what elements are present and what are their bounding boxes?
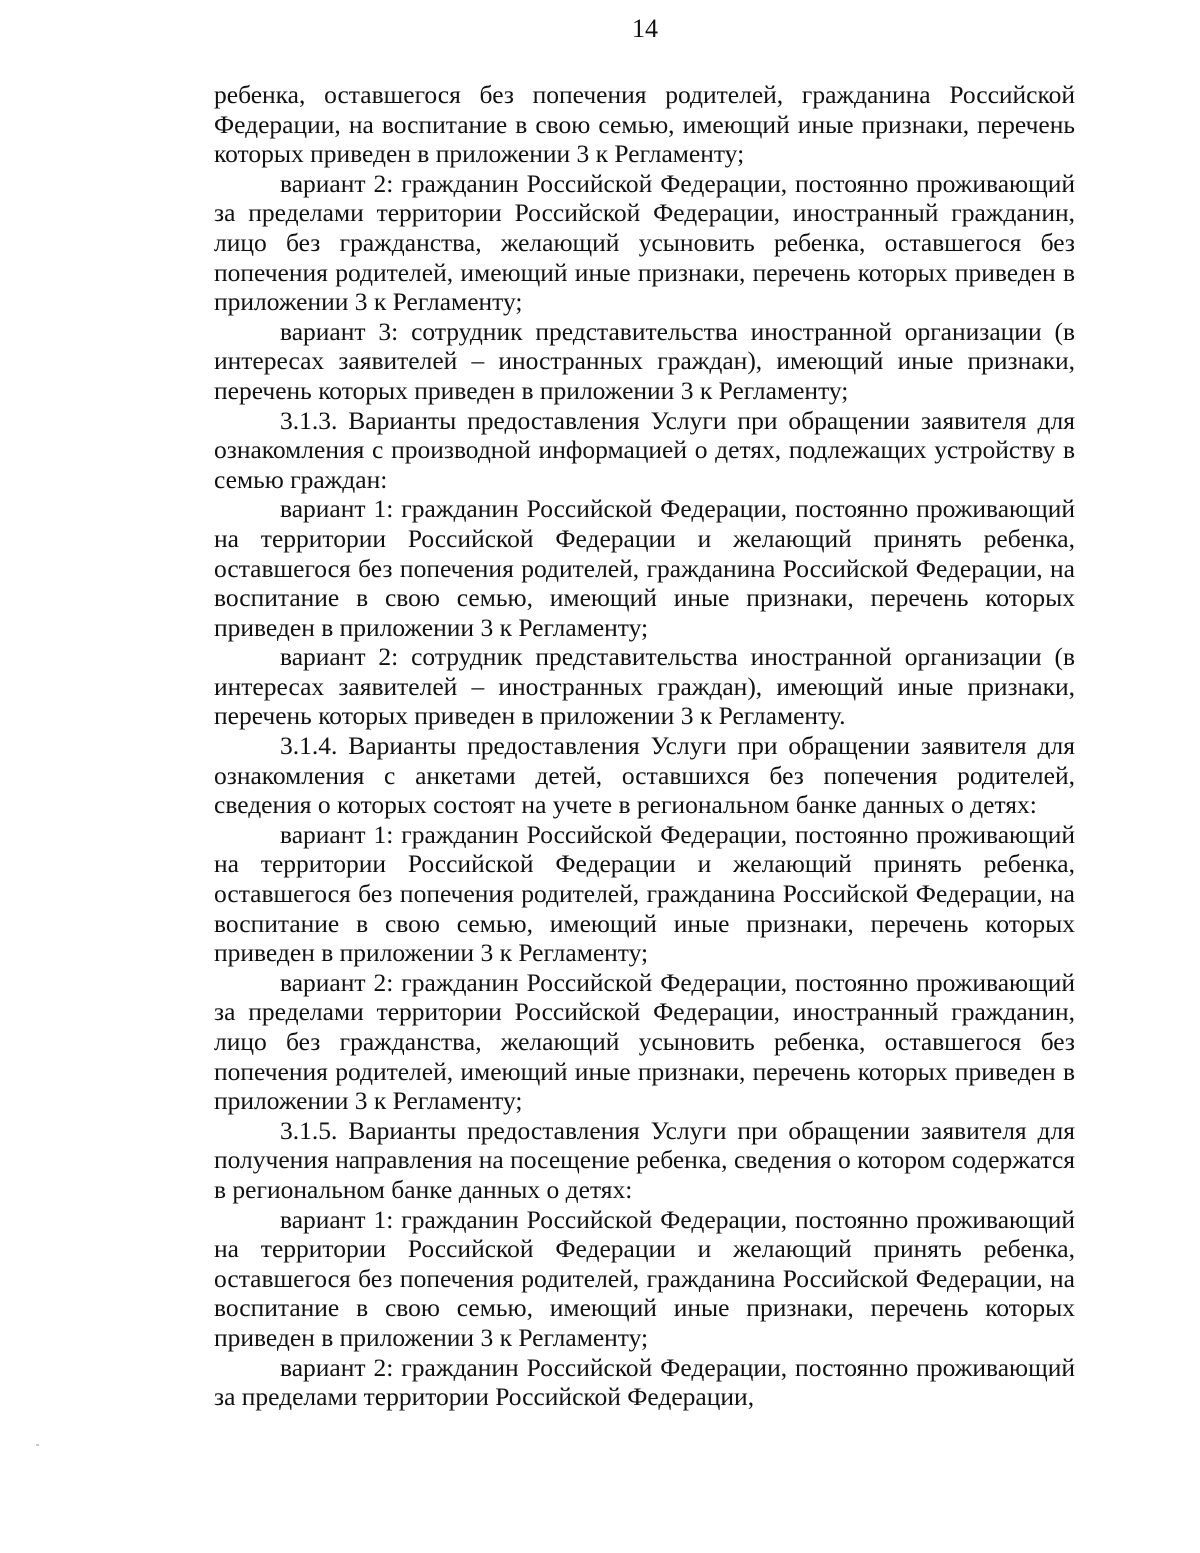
paragraph-variant-2-partial: вариант 2: гражданин Российской Федерации, постоянно проживающий за пределами территории Российской Федерации, — [214, 1352, 1075, 1412]
document-body — [214, 80, 1075, 1412]
page-number: 14 — [632, 14, 658, 43]
paragraph-variant-1: вариант 1: гражданин Российской Федерации, постоянно проживающий на территории Российской Федерации и желающий принять ребенка, оставшегося без попечения родителей, гражданина Российской Федерации, на воспитание в свою семью, имеющий иные признаки, перечень которых приведен в приложении 3 к Регламенту; — [214, 494, 1075, 642]
paragraph-variant-2: вариант 2: сотрудник представительства иностранной организации (в интересах заявителей – иностранных граждан), имеющий иные признаки, перечень которых приведен в приложении 3 к Регламенту. — [214, 642, 1075, 731]
paragraph-variant-2: вариант 2: гражданин Российской Федерации, постоянно проживающий за пределами территории Российской Федерации, иностранный гражданин, лицо без гражданства, желающий усыновить ребенка, оставшегося без попечения родителей, имеющий иные признаки, перечень которых приведен в приложении 3 к Регламенту; — [214, 967, 1075, 1116]
paragraph-section-3-1-5: 3.1.5. Варианты предоставления Услуги при обращении заявителя для получения направления на посещение ребенка, сведения о котором содержатся в региональном банке данных о детях: — [214, 1115, 1075, 1204]
paragraph-variant-2: вариант 2: гражданин Российской Федерации, постоянно проживающий за пределами территории Российской Федерации, иностранный гражданин, лицо без гражданства, желающий усыновить ребенка, оставшегося без попечения родителей, имеющий иные признаки, перечень которых приведен в приложении 3 к Регламенту; — [214, 168, 1075, 317]
paragraph-variant-1: вариант 1: гражданин Российской Федерации, постоянно проживающий на территории Российской Федерации и желающий принять ребенка, оставшегося без попечения родителей, гражданина Российской Федерации, на воспитание в свою семью, имеющий иные признаки, перечень которых приведен в приложении 3 к Регламенту; — [214, 1204, 1075, 1352]
paragraph-section-3-1-3: 3.1.3. Варианты предоставления Услуги при обращении заявителя для ознакомления с производной информацией о детях, подлежащих устройству в семью граждан: — [214, 405, 1075, 494]
scan-speck — [36, 1444, 39, 1446]
paragraph-variant-1: вариант 1: гражданин Российской Федерации, постоянно проживающий на территории Российской Федерации и желающий принять ребенка, оставшегося без попечения родителей, гражданина Российской Федерации, на воспитание в свою семью, имеющий иные признаки, перечень которых приведен в приложении 3 к Регламенту; — [214, 819, 1075, 968]
paragraph-section-3-1-4: 3.1.4. Варианты предоставления Услуги при обращении заявителя для ознакомления с анкетами детей, оставшихся без попечения родителей, сведения о которых состоят на учете в региональном банке данных о детях: — [214, 731, 1075, 820]
paragraph-continuation: ребенка, оставшегося без попечения родителей, гражданина Российской Федерации, на воспитание в свою семью, имеющий иные признаки, перечень которых приведен в приложении 3 к Регламенту; — [214, 80, 1075, 169]
paragraph-variant-3: вариант 3: сотрудник представительства иностранной организации (в интересах заявителей – иностранных граждан), имеющий иные признаки, перечень которых приведен в приложении 3 к Регламенту; — [214, 316, 1075, 405]
